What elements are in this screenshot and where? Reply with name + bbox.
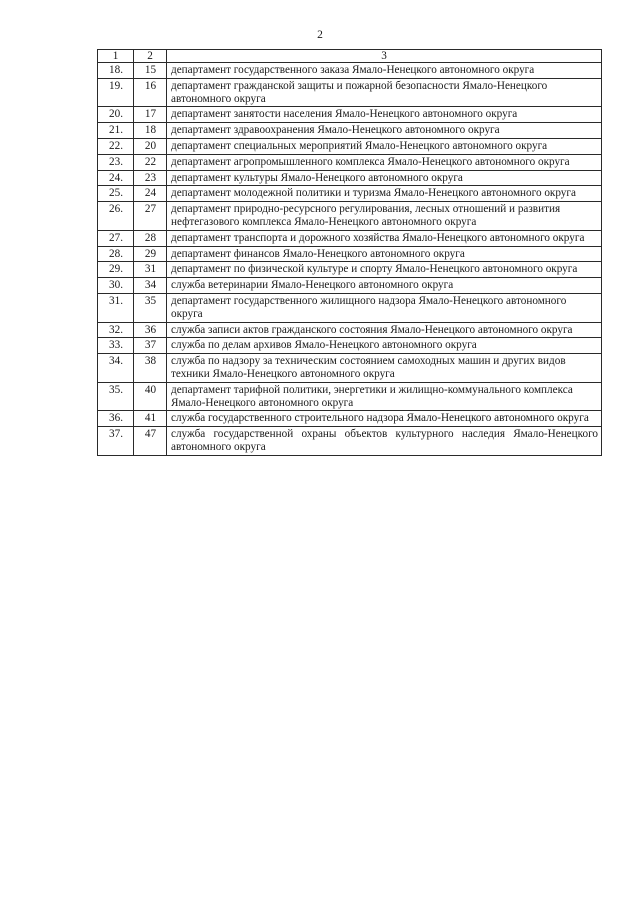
row-number: 25. [98, 186, 134, 202]
row-code: 22 [134, 154, 167, 170]
row-code: 29 [134, 246, 167, 262]
header-col-1: 1 [98, 50, 134, 63]
row-department-name: департамент гражданской защиты и пожарной безопасности Ямало-Ненецкого автономного округа [167, 78, 602, 107]
row-code: 27 [134, 202, 167, 231]
row-number: 24. [98, 170, 134, 186]
table-row [98, 78, 602, 107]
row-number: 21. [98, 123, 134, 139]
row-department-name: служба государственного строительного надзора Ямало-Ненецкого автономного округа [167, 411, 602, 427]
row-number: 35. [98, 382, 134, 411]
row-department-name: служба записи актов гражданского состояния Ямало-Ненецкого автономного округа [167, 322, 602, 338]
row-code: 47 [134, 427, 167, 456]
table-row [98, 293, 602, 322]
row-number: 31. [98, 293, 134, 322]
row-department-name: департамент агропромышленного комплекса Ямало-Ненецкого автономного округа [167, 154, 602, 170]
row-number: 34. [98, 354, 134, 383]
table-row [98, 411, 602, 427]
row-department-name: департамент государственного заказа Ямало-Ненецкого автономного округа [167, 63, 602, 79]
row-department-name: департамент тарифной политики, энергетики и жилищно-коммунального комплекса Ямало-Ненецкого автономного округа [167, 382, 602, 411]
row-code: 40 [134, 382, 167, 411]
row-number: 18. [98, 63, 134, 79]
row-department-name: департамент природно-ресурсного регулирования, лесных отношений и развития нефтегазового комплекса Ямало-Ненецкого автономного округа [167, 202, 602, 231]
row-code: 36 [134, 322, 167, 338]
header-row [98, 50, 602, 63]
table-row [98, 186, 602, 202]
row-code: 37 [134, 338, 167, 354]
row-department-name: департамент специальных мероприятий Ямало-Ненецкого автономного округа [167, 138, 602, 154]
row-number: 33. [98, 338, 134, 354]
row-code: 38 [134, 354, 167, 383]
row-code: 34 [134, 278, 167, 294]
row-number: 30. [98, 278, 134, 294]
row-code: 24 [134, 186, 167, 202]
row-department-name: служба ветеринарии Ямало-Ненецкого автономного округа [167, 278, 602, 294]
row-number: 37. [98, 427, 134, 456]
row-code: 35 [134, 293, 167, 322]
row-department-name: департамент занятости населения Ямало-Ненецкого автономного округа [167, 107, 602, 123]
table-row [98, 170, 602, 186]
row-code: 31 [134, 262, 167, 278]
table-row [98, 202, 602, 231]
table-row [98, 107, 602, 123]
row-number: 26. [98, 202, 134, 231]
row-department-name: служба государственной охраны объектов культурного наследия Ямало-Ненецкого автономного округа [167, 427, 602, 456]
row-number: 20. [98, 107, 134, 123]
row-number: 19. [98, 78, 134, 107]
table-row [98, 230, 602, 246]
table-row [98, 382, 602, 411]
header-col-3: 3 [167, 50, 602, 63]
table-row [98, 427, 602, 456]
header-col-2: 2 [134, 50, 167, 63]
row-number: 27. [98, 230, 134, 246]
row-code: 23 [134, 170, 167, 186]
row-department-name: департамент здравоохранения Ямало-Ненецкого автономного округа [167, 123, 602, 139]
table-row [98, 123, 602, 139]
row-department-name: служба по надзору за техническим состоянием самоходных машин и других видов техники Ямало-Ненецкого автономного округа [167, 354, 602, 383]
table-row [98, 246, 602, 262]
row-code: 15 [134, 63, 167, 79]
row-number: 36. [98, 411, 134, 427]
row-department-name: департамент по физической культуре и спорту Ямало-Ненецкого автономного округа [167, 262, 602, 278]
row-department-name: департамент культуры Ямало-Ненецкого автономного округа [167, 170, 602, 186]
table-row [98, 322, 602, 338]
row-code: 28 [134, 230, 167, 246]
row-code: 17 [134, 107, 167, 123]
table-row [98, 354, 602, 383]
row-number: 28. [98, 246, 134, 262]
row-number: 29. [98, 262, 134, 278]
row-number: 22. [98, 138, 134, 154]
table-row [98, 138, 602, 154]
departments-table [97, 49, 602, 456]
row-department-name: департамент транспорта и дорожного хозяйства Ямало-Ненецкого автономного округа [167, 230, 602, 246]
table-row [98, 338, 602, 354]
row-department-name: департамент молодежной политики и туризма Ямало-Ненецкого автономного округа [167, 186, 602, 202]
page-number: 2 [317, 29, 323, 41]
table-row [98, 63, 602, 79]
table-row [98, 278, 602, 294]
table-row [98, 154, 602, 170]
row-number: 32. [98, 322, 134, 338]
row-department-name: служба по делам архивов Ямало-Ненецкого автономного округа [167, 338, 602, 354]
row-code: 20 [134, 138, 167, 154]
row-code: 16 [134, 78, 167, 107]
row-code: 41 [134, 411, 167, 427]
row-code: 18 [134, 123, 167, 139]
table-row [98, 262, 602, 278]
row-department-name: департамент финансов Ямало-Ненецкого автономного округа [167, 246, 602, 262]
row-number: 23. [98, 154, 134, 170]
row-department-name: департамент государственного жилищного надзора Ямало-Ненецкого автономного округа [167, 293, 602, 322]
